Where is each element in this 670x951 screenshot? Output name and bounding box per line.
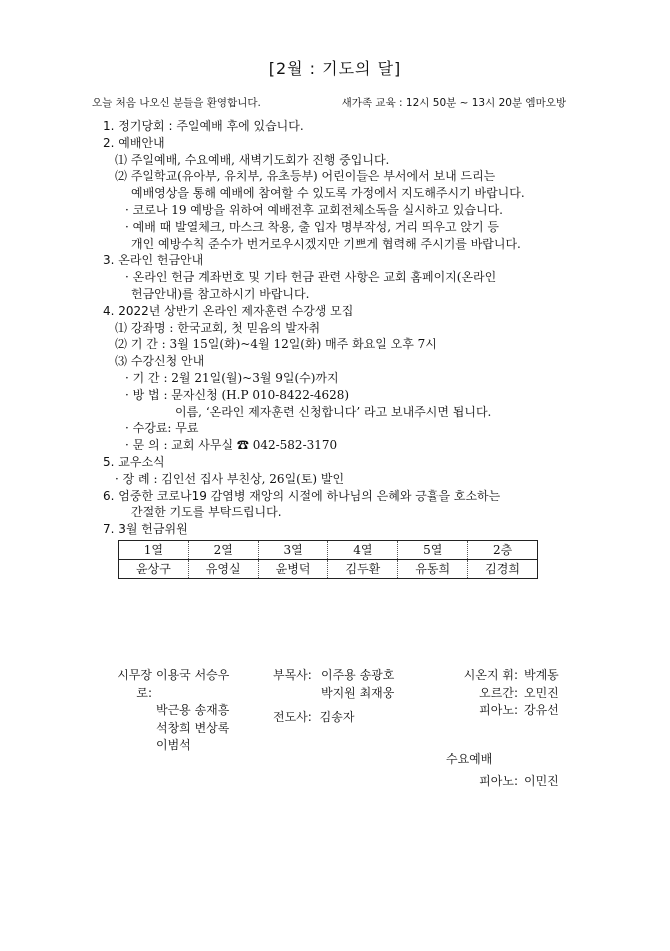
organist-label: 오르간: [479, 685, 518, 700]
wednesday-service-title: 수요예배 [446, 752, 493, 766]
subheader [92, 95, 566, 110]
worship-line-4a: · 예배 때 발열체크, 마스크 착용, 출 입자 명부작성, 거리 띄우고 앉기 등 [125, 219, 500, 234]
table-cell: 2층 [468, 540, 538, 559]
table-cell: 2열 [188, 540, 258, 559]
section-5-heading: 5. 교우소식 [103, 454, 165, 469]
section-4-heading: 4. 2022년 상반기 온라인 제자훈련 수강생 모집 [103, 303, 354, 318]
table-cell: 유동희 [398, 559, 468, 578]
table-row [119, 559, 538, 578]
announcement-content [103, 118, 573, 579]
associate-pastors-block [273, 667, 394, 702]
elders-line-1: 이용국 서승우 [156, 668, 230, 682]
section-7 [103, 521, 573, 578]
worship-line-2a: ⑵ 주일학교(유아부, 유치부, 유초등부) 어린이들은 부서에서 보내 드리는 [115, 169, 496, 184]
music-block [440, 667, 580, 720]
member-news-funeral: · 장 례 : 김인선 집사 부친상, 26일(토) 발인 [115, 471, 345, 486]
training-contact: · 문 의 : 교회 사무실 ☎ 042-582-3170 [125, 438, 338, 453]
table-header-row [119, 540, 538, 559]
wednesday-pianist-label: 피아노: [479, 773, 518, 788]
table-cell: 김두환 [328, 559, 398, 578]
table-cell: 3열 [258, 540, 328, 559]
offering-committee-table [118, 540, 538, 579]
section-5 [103, 454, 573, 488]
online-offering-line-1a: · 온라인 헌금 계좌번호 및 기타 헌금 관련 사항은 교회 홈페이지(온라인 [125, 270, 497, 285]
table-cell: 4열 [328, 540, 398, 559]
pianist-label: 피아노: [479, 703, 518, 717]
prayer-request-line-1: 6. 엄중한 코로나19 감염병 재앙의 시절에 하나님의 은혜와 긍휼을 호소하는 [103, 488, 501, 503]
training-fee: · 수강료: 무료 [125, 421, 199, 436]
training-signup-period: · 기 간 : 2월 21일(월)~3월 9일(수)까지 [125, 370, 339, 385]
section-2 [103, 135, 573, 253]
section-1-text: 주일예배 후에 있습니다. [176, 119, 304, 133]
elders-line-2: 박근용 송재흥 [156, 703, 230, 717]
training-signup-title: ⑶ 수강신청 안내 [115, 354, 205, 369]
training-course-name: ⑴ 강좌명 : 한국교회, 첫 믿음의 발자취 [115, 320, 321, 335]
online-offering-line-1b: 헌금안내)를 참고하시기 바랍니다. [131, 286, 310, 301]
table-cell: 김경희 [468, 559, 538, 578]
worship-line-4b: 개인 예방수칙 준수가 번거로우시겠지만 기쁘게 협력해 주시기를 바랍니다. [131, 236, 521, 251]
evangelist-name: 김송자 [319, 710, 355, 724]
section-6 [103, 488, 573, 522]
elders-label: 시무장로: [117, 668, 152, 700]
worship-line-2b: 예배영상을 통해 예배에 참여할 수 있도록 가정에서 지도해주시기 바랍니다. [131, 186, 525, 201]
associate-pastors-line-1: 이주용 송광호 [321, 668, 395, 682]
training-period: ⑵ 기 간 : 3월 15일(화)~4월 12일(화) 매주 화요일 오후 7시 [115, 337, 437, 352]
table-cell: 5열 [398, 540, 468, 559]
education-notice: 새가족 교육 : 12시 50분 ~ 13시 20분 엠마오방 [341, 97, 566, 109]
welcome-text: 오늘 처음 나오신 분들을 환영합니다. [92, 97, 261, 109]
elders-block [102, 667, 229, 755]
section-3-heading: 3. 온라인 헌금안내 [103, 253, 204, 268]
table-cell: 윤병덕 [258, 559, 328, 578]
evangelist-label: 전도사: [273, 710, 312, 724]
worship-line-1: ⑴ 주일예배, 수요예배, 새벽기도회가 진행 중입니다. [115, 152, 390, 167]
organist-name: 오민진 [524, 685, 559, 700]
section-1-heading: 1. 정기당회 : [103, 119, 177, 133]
section-4 [103, 303, 573, 454]
page-title: [2월 : 기도의 달] [268, 59, 402, 78]
table-cell: 윤상구 [119, 559, 189, 578]
training-signup-method: · 방 법 : 문자신청 (H.P 010-8422-4628) [125, 387, 350, 402]
section-7-heading: 7. 3월 헌금위원 [103, 522, 188, 537]
associate-pastors-line-2: 박지원 최재웅 [321, 685, 395, 700]
training-signup-message: 이름, ‘온라인 제자훈련 신청합니다’ 라고 보내주시면 됩니다. [175, 404, 492, 419]
elders-line-4: 이범석 [156, 738, 191, 752]
table-cell: 1열 [119, 540, 189, 559]
conductor-label: 시온지 휘: [463, 668, 518, 682]
section-2-heading: 2. 예배안내 [103, 135, 165, 150]
conductor-name: 박계동 [524, 668, 559, 682]
wednesday-service-block [440, 751, 580, 790]
associate-pastor-label: 부목사: [273, 668, 312, 682]
evangelist-block [273, 709, 354, 727]
pianist-name: 강유선 [524, 703, 559, 717]
worship-line-3: · 코로나 19 예방을 위하여 예배전후 교회전체소독을 실시하고 있습니다. [125, 202, 503, 217]
wednesday-pianist-name: 이민진 [524, 773, 559, 788]
prayer-request-line-2: 간절한 기도를 부탁드립니다. [131, 505, 282, 520]
elders-line-3: 석창희 변상록 [156, 720, 230, 735]
section-1 [103, 118, 573, 135]
table-cell: 유영실 [188, 559, 258, 578]
section-3 [103, 252, 573, 302]
